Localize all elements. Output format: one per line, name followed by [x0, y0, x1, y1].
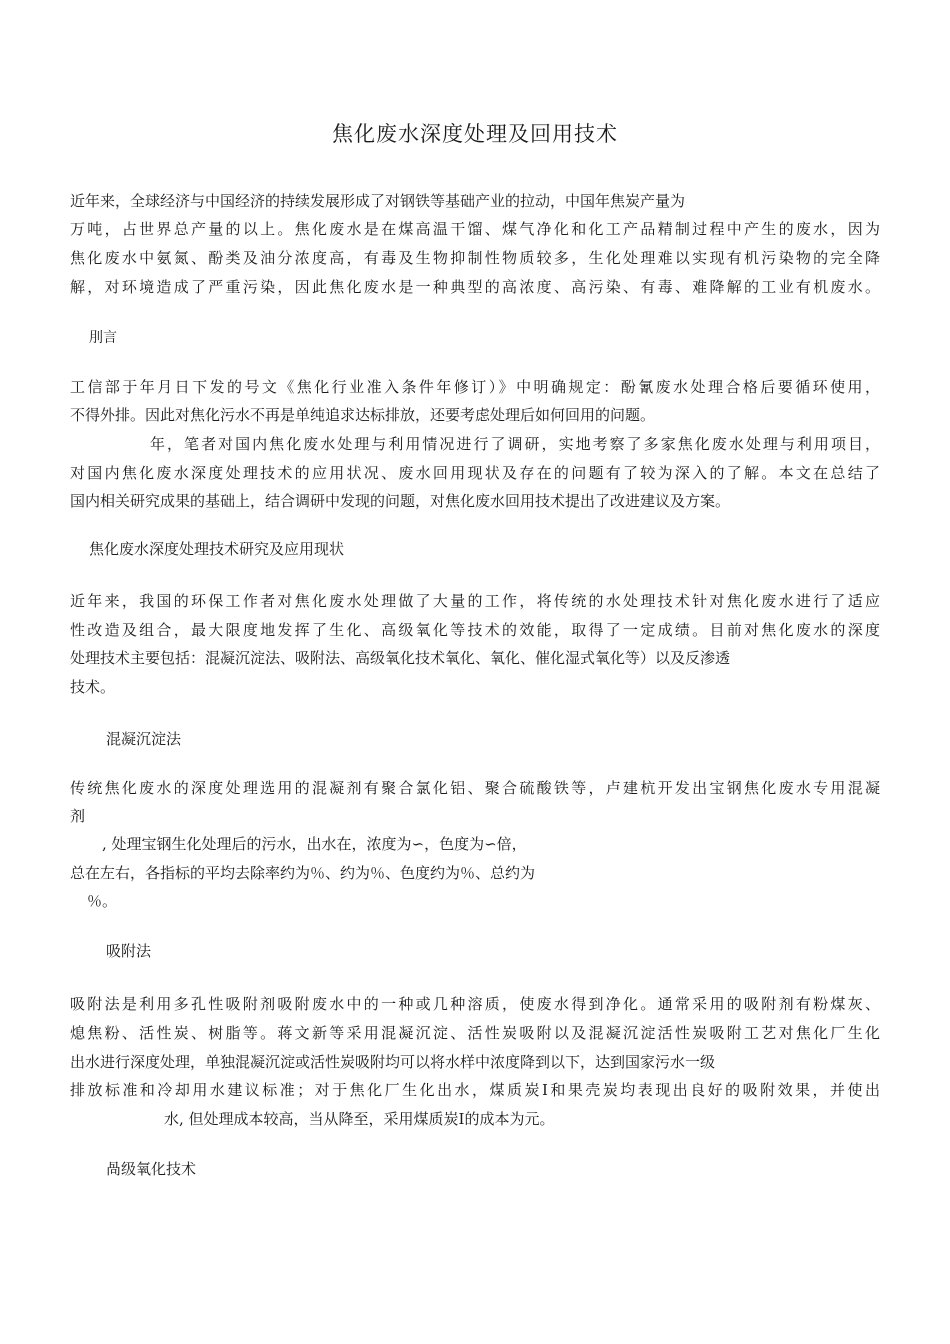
- paragraph-line: ％。: [87, 892, 118, 910]
- paragraph-line: 排放标准和冷却用水建议标准；对于焦化厂生化出水，煤质炭Ⅰ和果壳炭均表现出良好的吸附效果，并使出: [70, 1081, 880, 1099]
- paragraph-line: 传统焦化废水的深度处理选用的混凝剂有聚合氯化铝、聚合硫酸铁等，卢建杭开发出宝钢焦化废水专用混凝: [70, 779, 880, 797]
- paragraph-line: 万吨，占世界总产量的以上。焦化废水是在煤高温干馏、煤气净化和化工产品精制过程中产生的废水，因为: [70, 220, 880, 238]
- paragraph-line: 不得外排。因此对焦化污水不再是单纯追求达标排放，还要考虑处理后如何回用的问题。: [70, 406, 656, 424]
- paragraph-line: 剂: [70, 807, 86, 825]
- paragraph-line: 近年来，全球经济与中国经济的持续发展形成了对钢铁等基础产业的拉动，中国年焦炭产量为: [70, 192, 686, 210]
- paragraph-line: , 处理宝钢生化处理后的污水，出水在，浓度为∽，色度为∽倍，: [102, 835, 527, 853]
- paragraph-line: 工信部于年月日下发的号文《焦化行业准入条件年修订）》中明确规定：酚氰废水处理合格后要循环使用，: [70, 378, 880, 396]
- section-heading: 咼级氧化技术: [106, 1160, 197, 1178]
- section-heading: 焦化废水深度处理技术研究及应用现状: [89, 540, 345, 558]
- page-title: 焦化废水深度处理及回用技术: [332, 122, 618, 146]
- paragraph-line: 吸附法是利用多孔性吸附剂吸附废水中的一种或几种溶质，使废水得到净化。通常采用的吸附剂有粉煤灰、: [70, 995, 880, 1013]
- paragraph-line: 年，笔者对国内焦化废水处理与利用情况进行了调研，实地考察了多家焦化废水处理与利用项目，: [150, 435, 880, 453]
- section-heading: 混凝沉淀法: [106, 730, 182, 748]
- paragraph-line: 近年来，我国的环保工作者对焦化废水处理做了大量的工作，将传统的水处理技术针对焦化废水进行了适应: [70, 592, 880, 610]
- section-heading: 吸附法: [106, 942, 152, 960]
- paragraph-line: 水, 但处理成本较高，当从降至，采用煤质炭Ⅰ的成本为元。: [164, 1110, 555, 1128]
- paragraph-line: 焦化废水中氨氮、酚类及油分浓度高，有毒及生物抑制性物质较多，生化处理难以实现有机污染物的完全降: [70, 249, 880, 267]
- paragraph-line: 解，对环境造成了严重污染，因此焦化废水是一种典型的高浓度、高污染、有毒、难降解的工业有机废水。: [70, 278, 880, 296]
- paragraph-line: 技术。: [70, 678, 116, 696]
- paragraph-line: 国内相关研究成果的基础上，结合调研中发现的问题，对焦化废水回用技术提出了改进建议及方案。: [70, 492, 731, 510]
- paragraph-line: 对国内焦化废水深度处理技术的应用状况、废水回用现状及存在的问题有了较为深入的了解。本文在总结了: [70, 464, 880, 482]
- paragraph-line: 总在左右，各指标的平均去除率约为％、约为％、色度约为％、总约为: [70, 864, 536, 882]
- paragraph-line: 熄焦粉、活性炭、树脂等。蒋文新等采用混凝沉淀、活性炭吸附以及混凝沉淀活性炭吸附工艺对焦化厂生化: [70, 1024, 880, 1042]
- paragraph-line: 性改造及组合，最大限度地发挥了生化、高级氧化等技术的效能，取得了一定成绩。目前对焦化废水的深度: [70, 621, 880, 639]
- section-heading: 刖言: [89, 330, 117, 346]
- paragraph-line: 处理技术主要包括：混凝沉淀法、吸附法、高级氧化技术氧化、氧化、催化湿式氧化等）以及反渗透: [70, 649, 731, 667]
- paragraph-line: 出水进行深度处理，单独混凝沉淀或活性炭吸附均可以将水样中浓度降到以下，达到国家污水一级: [70, 1053, 716, 1071]
